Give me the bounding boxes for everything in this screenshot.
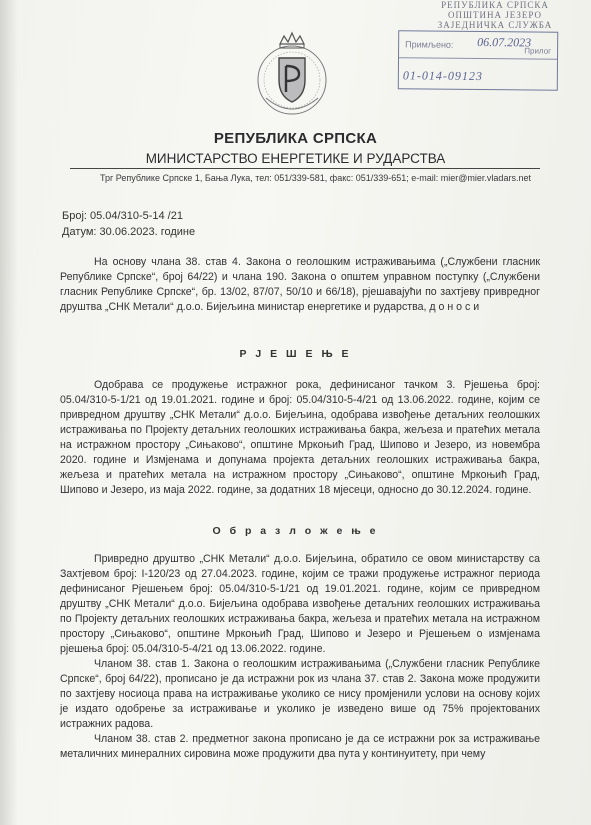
- reasoning-paragraph: Чланом 38. став 2. предметног закона прописано је да се истражни рок за истраживање металичних минералних сировина може продужити два пута у континуитету, при чему: [60, 733, 540, 760]
- reference-number: 01-014-09123: [402, 68, 483, 84]
- municipality-stamp: [400, 0, 590, 30]
- preamble: [60, 255, 540, 315]
- stamp-line-1: РЕПУБЛИКА СРПСКА: [441, 0, 549, 10]
- stamp-divider: [399, 57, 557, 59]
- reasoning-paragraph: Привредно друштво „СНК Метали“ д.о.о. Бијељина, обратило се овом министарству са Захтјевом број: I-120/23 од 27.04.2023. године, којим се тражи продужење истражног периода дефинисаног Рјешењем број: 05.04/310-5-1/21 од 19.01.2021. године, којим се привредном друштву „СНК Метали“ д.о.о. Бијељина одобрава извођење детаљних геолошких истраживања по Пројекту детаљних геолошких истраживања бакра, жељеза и пратећих метала на истражном простору „Сињаково“, општине Мркоњић Град, Шипово и Језеро и Рјешењем о измјенама рјешења број: 05.04/310-5-4/21 од 13.06.2022. године.: [60, 553, 540, 655]
- attachment-label: Прилог: [524, 46, 552, 56]
- stamp-line-3: ЗАЈЕДНИЧКА СЛУЖБА: [437, 20, 553, 30]
- received-label: Примљено:: [405, 39, 454, 50]
- decision-section: [60, 378, 540, 498]
- coat-of-arms-icon: [252, 28, 332, 120]
- received-date: 06.07.2023: [477, 34, 532, 50]
- registry-stamp: [398, 30, 559, 90]
- decision-text: Одобрава се продужење истражног рока, дефинисаног тачком 3. Рјешења број: 05.04/310-5-1/21 од 19.01.2021. године и број: 05.04/310-5-4/21 од 13.06.2022. године, којим се привредном друштву „СНК Метали“ д.о.о. Бијељина, одобрава извођење детаљних геолошких истраживања по Пројекту детаљних геолошких истраживања бакра, жељеза и пратећих метала на истражном простору „Сињаково“, општине Мркоњић Град, Шипово и Језеро, из новембра 2020. године и Измјенама и допунама пројекта детаљних геолошких истраживања бакра, жељеза и пратећих метала на истражном простору „Сињаково“, општине Мркоњић Град, Шипово и Језеро, из маја 2022. године, за додатних 18 мјесеци, односно до 30.12.2024. године.: [60, 379, 540, 496]
- reasoning-paragraph: Чланом 38. став 1. Закона о геолошким истраживањима („Службени гласник Републике Српске“, број 64/22), прописано је да истражни рок из члана 37. став 2. Закона може продужити по захтјеву носиоца права на истраживање уколико се нису промјенили услови на основу којих је издато одобрење за истраживање и уколико је изведено више од 75% пројектованих истражних радова.: [60, 658, 540, 730]
- page-shadow: [0, 0, 18, 825]
- preamble-text: На основу члана 38. став 4. Закона о геолошким истраживањима („Службени гласник Републике Српске“, број 64/22) и члана 190. Закона о општем управном поступку („Службени гласник Републике Српске“, бр. 13/02, 87/07, 50/10 и 66/18), рјешавајући по захтјеву привредног друштва „СНК Метали“ д.о.о. Бијељина министар енергетике и рударства, д о н о с и: [60, 256, 540, 313]
- document-date: Датум: 30.06.2023. године: [62, 226, 196, 238]
- republic-title: РЕПУБЛИКА СРПСКА: [213, 130, 378, 147]
- header-rule: [70, 168, 540, 169]
- decision-heading: Р Ј Е Ш Е Њ Е: [239, 348, 352, 360]
- reasoning-heading: О б р а з л о ж е њ е: [212, 525, 379, 537]
- document-number: Број: 05.04/310-5-14 /21: [62, 210, 183, 222]
- stamp-line-2: ОПШТИНА ЈЕЗЕРО: [447, 10, 543, 20]
- ministry-title: МИНИСТАРСТВО ЕНЕРГЕТИКЕ И РУДАРСТВА: [145, 151, 446, 166]
- ministry-address: Трг Републике Српске 1, Бања Лука, тел: 051/339-581, факс: 051/339-651; e-mail: mier@mier.vladars.net: [100, 173, 531, 183]
- reasoning-section: [60, 552, 540, 762]
